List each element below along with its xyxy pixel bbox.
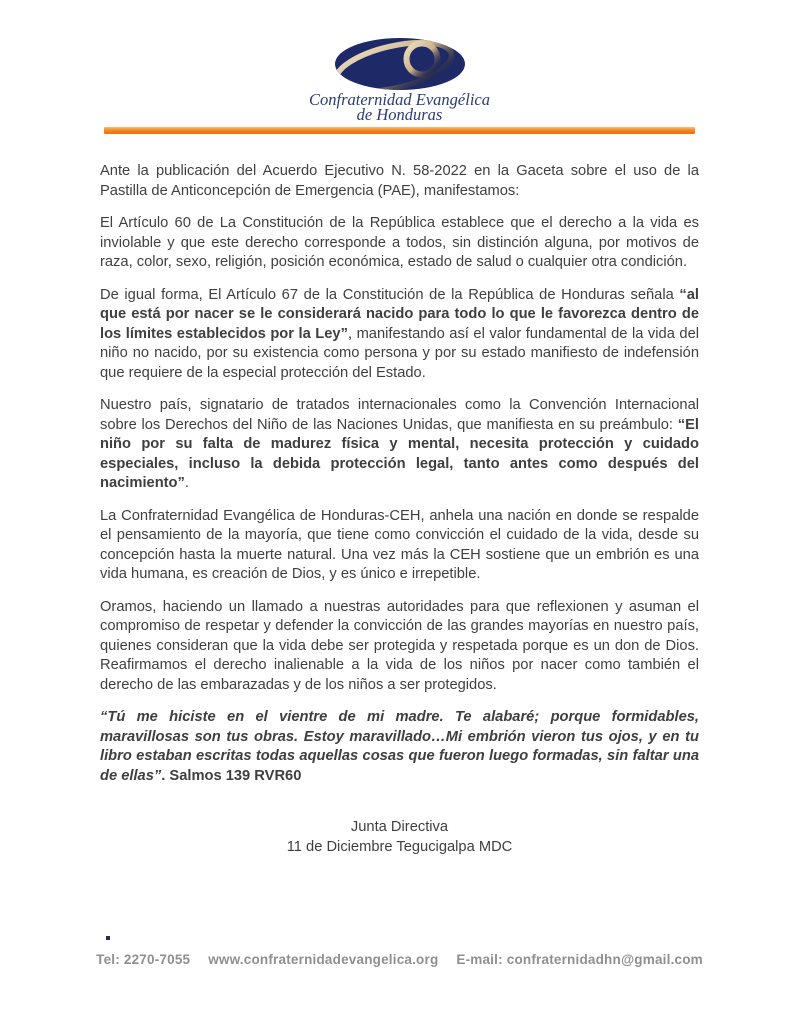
signature-role: Junta Directiva	[350, 819, 449, 835]
paragraph	[100, 396, 699, 494]
text-run: Ante la publicación del Acuerdo Ejecutivo N. 58-2022 en la Gaceta sobre el uso de la Pastilla de Anticoncepción de Emergencia (PAE), manifestamos:	[100, 163, 699, 199]
text-run: Nuestro país, signatario de tratados internacionales como la Convención Internacional sobre los Derechos del Niño de las Naciones Unidas, que manifiesta en su preámbulo:	[100, 397, 699, 433]
footnote-bullet-icon	[106, 936, 110, 940]
text-run: .	[184, 475, 189, 491]
org-logo-icon	[333, 36, 467, 92]
text-run: De igual forma, El Artículo 67 de la Constitución de la República de Honduras señala	[100, 286, 680, 303]
contact-phone: Tel: 2270-7055	[96, 952, 191, 967]
contact-website: www.confraternidadevangelica.org	[208, 952, 439, 967]
text-run: La Confraternidad Evangélica de Honduras-CEH, anhela una nación en donde se respalde el pensamiento de la mayoría, que tiene como convicción el cuidado de la vida, desde su concepción hasta la muerte natural. Una vez más la CEH sostiene que un embrión es una vida humana, es creación de Dios, y es único e irrepetible.	[100, 507, 699, 582]
text-run: Oramos, haciendo un llamado a nuestras autoridades para que reflexionen y asuman el compromiso de respetar y defender la convicción de las grandes mayorías en nuestro país, quienes consideran que la vida debe ser protegida y respetada porque es un don de Dios. Reafirmamos el derecho inalienable a la vida de los niños por nacer como también el derecho de las embarazadas y de los niños a ser protegidos.	[100, 598, 699, 693]
paragraph	[100, 162, 699, 201]
paragraph	[100, 598, 699, 696]
text-run: “Tú me hiciste en el vientre de mi madre. Te alabaré; porque formidables, maravillosas son tus obras. Estoy maravillado…Mi embrión vieron tus ojos, y en tu libro estaban escritas todas aquellas cosas que fueron luego formadas, sin faltar una de ellas”	[100, 709, 699, 784]
paragraph	[100, 507, 699, 585]
document-body	[100, 162, 699, 786]
org-name-line1: Confraternidad Evangélica	[308, 90, 491, 109]
paragraph	[100, 214, 699, 273]
text-run: “al que está por nacer se le considerará nacido para todo lo que le favorezca dentro de los límites establecidos por la Ley”	[100, 286, 699, 342]
contact-bar	[0, 952, 799, 967]
org-name-line2: de Honduras	[356, 105, 443, 124]
letterhead	[0, 0, 799, 134]
text-run: El Artículo 60 de La Constitución de la República establece que el derecho a la vida es inviolable y que este derecho corresponde a todos, sin distinción alguna, por motivos de raza, color, sexo, religión, posición económica, estado de salud o cualquier otra condición.	[100, 215, 699, 270]
paragraph	[100, 286, 699, 384]
signature-date-place: 11 de Diciembre Tegucigalpa MDC	[286, 838, 513, 855]
text-run: “El niño por su falta de madurez física y mental, necesita protección y cuidado especiales, incluso la debida protección legal, tanto antes como después del nacimiento”	[100, 416, 699, 491]
scripture-quote	[100, 708, 699, 786]
text-run: . Salmos 139 RVR60	[161, 767, 302, 784]
contact-email: E-mail: confraternidadhn@gmail.com	[456, 952, 703, 967]
signature-block	[0, 818, 799, 857]
orange-divider-rule	[104, 127, 695, 134]
org-name	[0, 92, 799, 122]
text-run: , manifestando así el valor fundamental de la vida del niño no nacido, por su existencia como persona y por su estado manifiesto de indefensión que requiere de la especial protección del Estado.	[100, 325, 700, 381]
